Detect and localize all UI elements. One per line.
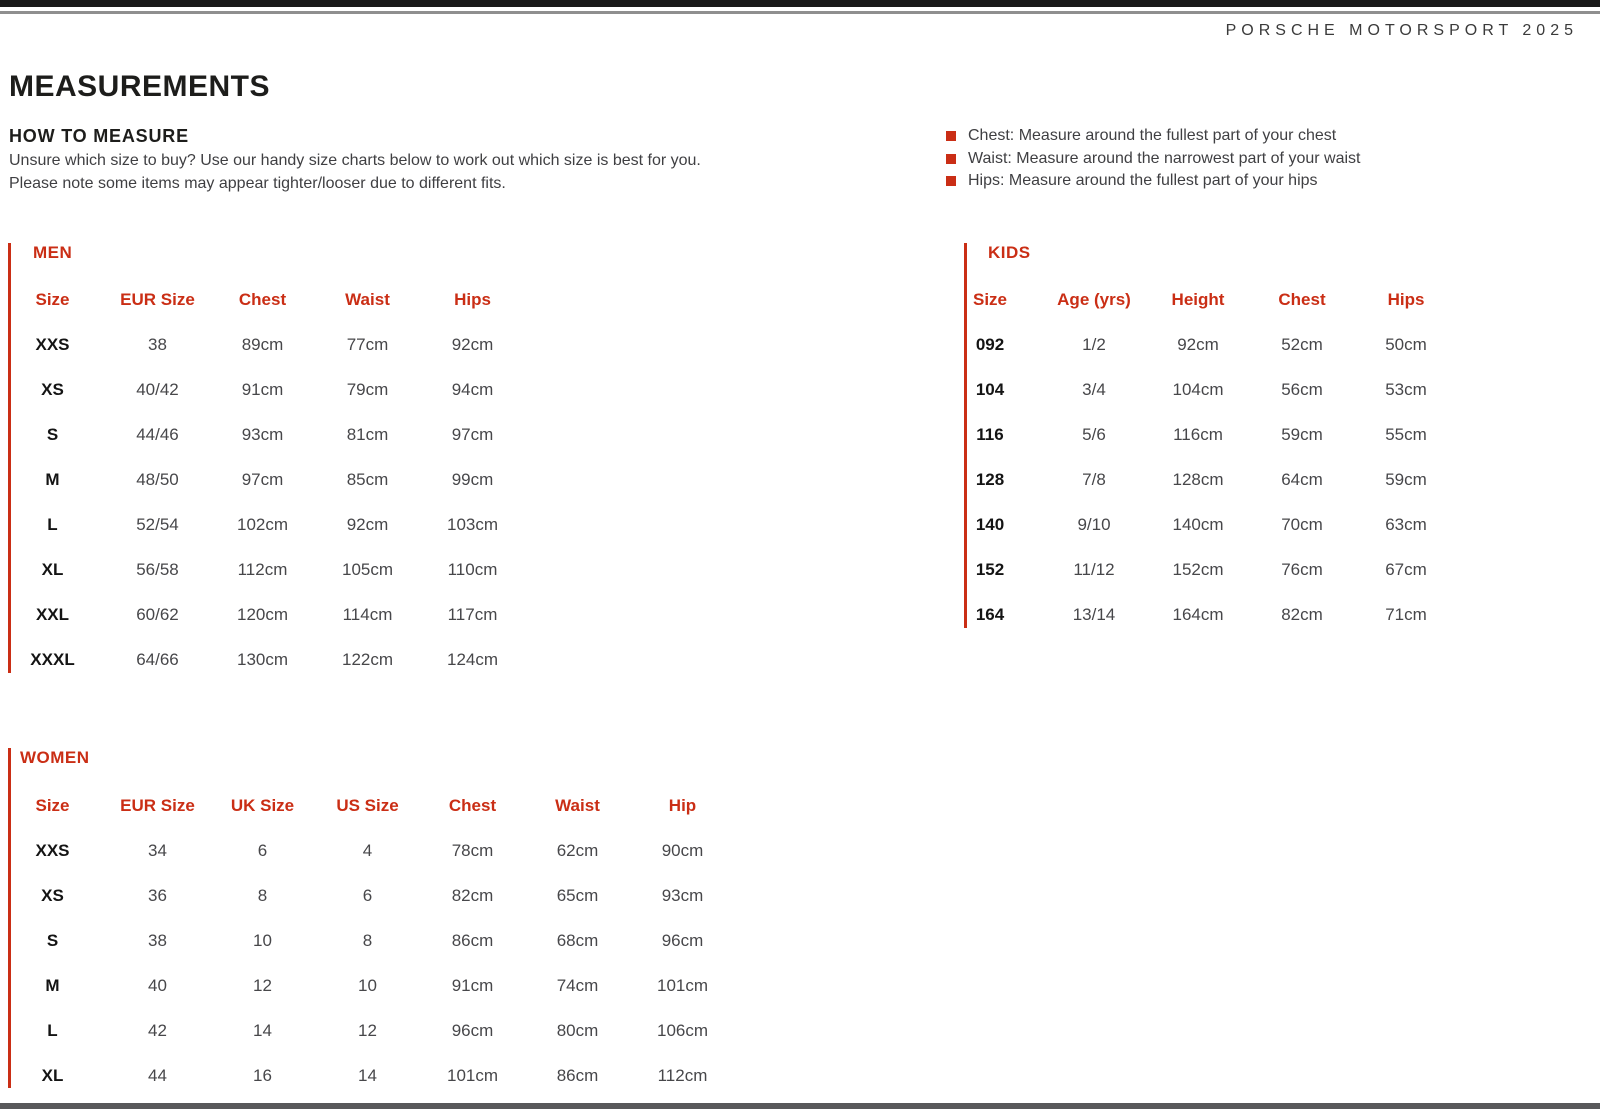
table-cell: 52cm	[1281, 334, 1323, 354]
size-cell: 104	[975, 379, 1005, 399]
table-cell: 56cm	[1281, 379, 1323, 399]
column-header: UK Size	[230, 795, 295, 815]
column-header: Waist	[345, 289, 390, 309]
column-header: Age (yrs)	[1057, 289, 1131, 309]
table-cell: 38	[148, 930, 167, 950]
table-cell: 110cm	[447, 559, 498, 579]
how-to-measure-heading: HOW TO MEASURE	[9, 126, 189, 146]
bottom-bar	[0, 1103, 1600, 1109]
column-header: Hips	[454, 289, 491, 309]
size-cell: XL	[41, 1065, 64, 1085]
top-black-bar	[0, 0, 1600, 7]
table-row	[938, 322, 1458, 367]
column-header: Waist	[555, 795, 600, 815]
column-header: EUR Size	[120, 795, 195, 815]
table-row	[0, 1053, 735, 1098]
measure-tips-list	[946, 127, 1360, 195]
table-cell: 12	[358, 1020, 377, 1040]
table-cell: 92cm	[1177, 334, 1219, 354]
measure-tip-hips	[946, 172, 1360, 195]
table-cell: 105cm	[341, 559, 394, 579]
column-header: Chest	[238, 289, 287, 309]
table-cell: 112cm	[657, 1065, 708, 1085]
table-row	[938, 367, 1458, 412]
table-cell: 71cm	[1385, 604, 1427, 624]
how-to-measure-line1: Unsure which size to buy? Use our handy size charts below to work out which size is best for you.	[9, 152, 701, 169]
table-cell: 91cm	[241, 379, 284, 399]
table-cell: 120cm	[236, 604, 289, 624]
table-cell: 14	[253, 1020, 272, 1040]
size-cell: 092	[975, 334, 1005, 354]
table-cell: 82cm	[451, 885, 494, 905]
table-row	[0, 1008, 735, 1053]
size-cell: 140	[975, 514, 1005, 534]
header-row	[0, 277, 525, 322]
table-cell: 9/10	[1077, 514, 1111, 534]
bullet-square-icon	[946, 154, 956, 164]
size-cell: XXS	[35, 334, 70, 354]
table-row	[0, 828, 735, 873]
measure-tip-waist	[946, 150, 1360, 173]
table-row	[938, 457, 1458, 502]
table-row	[0, 322, 525, 367]
table-cell: 13/14	[1072, 604, 1116, 624]
table-cell: 97cm	[451, 424, 494, 444]
table-row	[938, 547, 1458, 592]
size-cell: XXS	[35, 840, 70, 860]
column-header: Height	[1171, 289, 1225, 309]
table-cell: 92cm	[451, 334, 494, 354]
table-cell: 86cm	[451, 930, 494, 950]
table-cell: 78cm	[451, 840, 494, 860]
women-size-table	[0, 783, 735, 1098]
table-cell: 102cm	[236, 514, 289, 534]
header-row	[938, 277, 1458, 322]
table-cell: 6	[362, 885, 373, 905]
table-cell: 12	[253, 975, 272, 995]
table-cell: 94cm	[451, 379, 494, 399]
size-cell: S	[46, 424, 59, 444]
table-cell: 42	[148, 1020, 167, 1040]
table-cell: 10	[253, 930, 272, 950]
size-cell: XXL	[35, 604, 70, 624]
table-cell: 80cm	[556, 1020, 599, 1040]
table-cell: 16	[253, 1065, 272, 1085]
table-cell: 164cm	[1172, 604, 1224, 624]
kids-size-table	[938, 277, 1458, 637]
table-cell: 104cm	[1172, 379, 1224, 399]
table-cell: 67cm	[1385, 559, 1427, 579]
measure-tip-label: Chest: Measure around the fullest part of your chest	[968, 127, 1337, 144]
table-cell: 48/50	[136, 469, 179, 489]
table-cell: 85cm	[346, 469, 389, 489]
table-cell: 10	[358, 975, 377, 995]
kids-chart-title: KIDS	[988, 243, 1031, 262]
size-cell: 164	[975, 604, 1005, 624]
table-cell: 68cm	[556, 930, 599, 950]
table-cell: 11/12	[1073, 559, 1115, 579]
column-header: EUR Size	[120, 289, 195, 309]
column-header: Size	[35, 795, 70, 815]
table-cell: 63cm	[1385, 514, 1427, 534]
table-cell: 99cm	[451, 469, 494, 489]
table-cell: 50cm	[1385, 334, 1427, 354]
table-row	[938, 412, 1458, 457]
table-cell: 89cm	[241, 334, 284, 354]
table-cell: 96cm	[661, 930, 704, 950]
table-cell: 128cm	[1172, 469, 1224, 489]
size-cell: L	[47, 1020, 58, 1040]
table-cell: 97cm	[241, 469, 284, 489]
measure-tip-label: Hips: Measure around the fullest part of your hips	[968, 172, 1318, 189]
table-cell: 114cm	[342, 604, 393, 624]
table-cell: 6	[257, 840, 268, 860]
table-cell: 140cm	[1172, 514, 1224, 534]
table-cell: 124cm	[446, 649, 499, 669]
table-cell: 53cm	[1385, 379, 1427, 399]
table-cell: 34	[148, 840, 167, 860]
size-cell: L	[47, 514, 58, 534]
table-cell: 96cm	[451, 1020, 494, 1040]
table-cell: 59cm	[1281, 424, 1323, 444]
table-cell: 76cm	[1281, 559, 1323, 579]
table-row	[938, 502, 1458, 547]
table-row	[0, 963, 735, 1008]
table-cell: 92cm	[346, 514, 389, 534]
table-cell: 112cm	[237, 559, 288, 579]
table-cell: 82cm	[1281, 604, 1323, 624]
table-cell: 56/58	[136, 559, 179, 579]
size-cell: 128	[975, 469, 1005, 489]
table-cell: 40/42	[136, 379, 179, 399]
size-cell: XL	[41, 559, 64, 579]
table-cell: 4	[362, 840, 373, 860]
table-cell: 86cm	[556, 1065, 599, 1085]
table-cell: 55cm	[1385, 424, 1427, 444]
table-cell: 7/8	[1082, 469, 1106, 489]
table-cell: 70cm	[1281, 514, 1323, 534]
table-cell: 8	[257, 885, 268, 905]
table-row	[938, 592, 1458, 637]
table-cell: 74cm	[556, 975, 599, 995]
how-to-measure-line2: Please note some items may appear tighter/looser due to different fits.	[9, 175, 506, 192]
table-cell: 62cm	[556, 840, 599, 860]
table-cell: 60/62	[136, 604, 179, 624]
column-header: Size	[972, 289, 1008, 309]
table-cell: 44	[148, 1065, 167, 1085]
table-cell: 106cm	[656, 1020, 709, 1040]
bullet-square-icon	[946, 176, 956, 186]
table-cell: 8	[362, 930, 373, 950]
how-to-measure-text	[9, 149, 701, 195]
table-cell: 91cm	[451, 975, 494, 995]
size-cell: M	[45, 469, 60, 489]
table-cell: 52/54	[136, 514, 179, 534]
table-cell: 64/66	[136, 649, 179, 669]
column-header: Size	[35, 289, 70, 309]
bullet-square-icon	[946, 131, 956, 141]
table-cell: 79cm	[346, 379, 389, 399]
column-header: Chest	[1278, 289, 1326, 309]
table-row	[0, 412, 525, 457]
table-cell: 103cm	[446, 514, 499, 534]
measure-tip-label: Waist: Measure around the narrowest part of your waist	[968, 149, 1361, 167]
table-row	[0, 457, 525, 502]
table-cell: 81cm	[346, 424, 389, 444]
table-cell: 152cm	[1172, 559, 1224, 579]
table-cell: 40	[148, 975, 167, 995]
men-size-table	[0, 277, 525, 682]
table-cell: 93cm	[661, 885, 704, 905]
brand-label: PORSCHE MOTORSPORT 2025	[1225, 22, 1578, 39]
table-cell: 14	[358, 1065, 377, 1085]
size-cell: XS	[41, 379, 64, 399]
size-cell: S	[46, 930, 59, 950]
column-header: US Size	[336, 795, 399, 815]
top-divider-line	[0, 11, 1600, 14]
table-cell: 122cm	[341, 649, 394, 669]
table-cell: 65cm	[556, 885, 599, 905]
table-cell: 93cm	[241, 424, 284, 444]
table-cell: 117cm	[447, 604, 498, 624]
table-cell: 5/6	[1082, 424, 1106, 444]
size-cell: 152	[975, 559, 1005, 579]
table-cell: 59cm	[1385, 469, 1427, 489]
table-row	[0, 367, 525, 412]
table-row	[0, 637, 525, 682]
column-header: Hips	[1387, 289, 1425, 309]
table-cell: 36	[148, 885, 167, 905]
table-cell: 3/4	[1082, 379, 1106, 399]
table-cell: 90cm	[661, 840, 704, 860]
table-cell: 44/46	[136, 424, 179, 444]
size-cell: XXXL	[30, 649, 75, 669]
women-chart-title: WOMEN	[20, 748, 90, 767]
table-cell: 101cm	[446, 1065, 499, 1085]
size-cell: XS	[41, 885, 64, 905]
table-row	[0, 592, 525, 637]
size-cell: M	[45, 975, 60, 995]
table-cell: 116cm	[1173, 424, 1223, 444]
table-row	[0, 547, 525, 592]
table-cell: 38	[148, 334, 167, 354]
table-cell: 1/2	[1082, 334, 1106, 354]
measure-tip-chest	[946, 127, 1360, 150]
header-row	[0, 783, 735, 828]
men-chart-title: MEN	[33, 243, 73, 262]
page-title: MEASUREMENTS	[9, 70, 271, 103]
column-header: Hip	[668, 795, 697, 815]
table-row	[0, 918, 735, 963]
table-cell: 101cm	[656, 975, 709, 995]
table-cell: 130cm	[236, 649, 289, 669]
table-cell: 77cm	[346, 334, 389, 354]
size-cell: 116	[976, 424, 1004, 444]
column-header: Chest	[448, 795, 497, 815]
table-row	[0, 502, 525, 547]
table-cell: 64cm	[1281, 469, 1323, 489]
table-row	[0, 873, 735, 918]
